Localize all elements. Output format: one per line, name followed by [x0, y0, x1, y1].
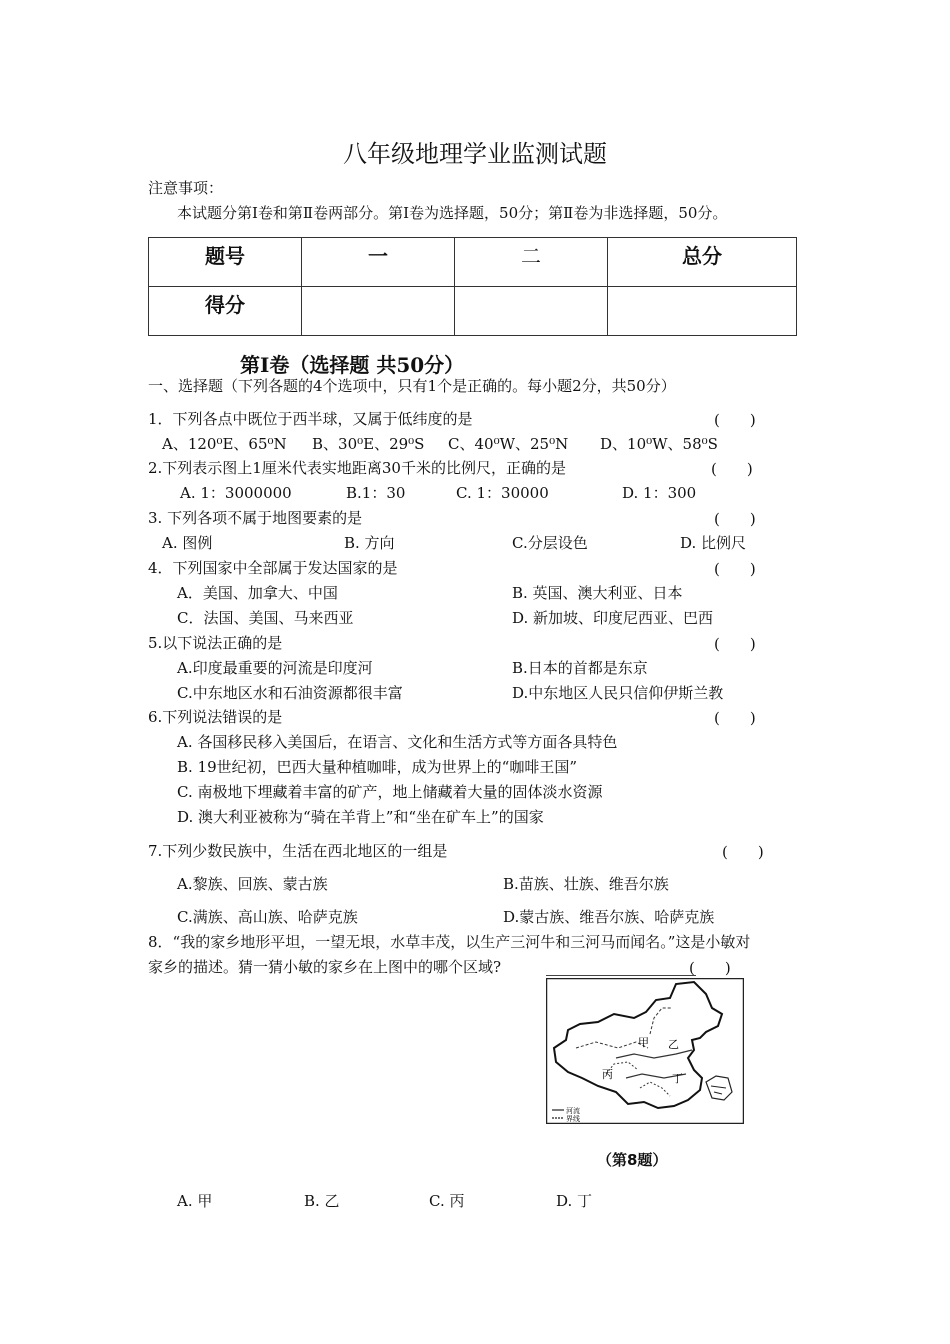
option: A．美国、加拿大、中国 [177, 584, 338, 602]
option: A. 各国移民移入美国后，在语言、文化和生活方式等方面各具特色 [177, 733, 618, 751]
score-header-cell: 题号 [149, 238, 302, 287]
answer-paren: ( ) [714, 510, 756, 528]
option: C. 南极地下埋藏着丰富的矿产，地上储藏着大量的固体淡水资源 [177, 783, 603, 801]
question-stem: 2.下列表示图上1厘米代表实地距离30千米的比例尺，正确的是 [148, 459, 566, 477]
option: B. 方向 [344, 534, 395, 552]
answer-paren: ( ) [714, 635, 756, 653]
underline [546, 975, 696, 976]
option: C.分层设色 [512, 534, 588, 552]
score-header-cell: 总分 [608, 238, 797, 287]
option: D、10⁰W、58⁰S [600, 435, 718, 453]
answer-paren: ( ) [714, 411, 756, 429]
score-row-label: 得分 [149, 287, 302, 336]
option: B. 英国、澳大利亚、日本 [512, 584, 683, 602]
option: C.满族、高山族、哈萨克族 [177, 908, 358, 926]
score-input-cell[interactable] [608, 287, 797, 336]
question-stem: 8．“我的家乡地形平坦，一望无垠，水草丰茂，以生产三河牛和三河马而闻名。”这是小敏对 [148, 933, 751, 951]
option: D. 澳大利亚被称为“骑在羊背上”和“坐在矿车上”的国家 [177, 808, 544, 826]
option: C. 丙 [429, 1192, 465, 1210]
option: D. 比例尺 [680, 534, 747, 552]
option: C. 1：30000 [456, 484, 549, 502]
answer-paren: ( ) [714, 560, 756, 578]
section-title: 第Ⅰ卷（选择题 共50分） [240, 353, 465, 377]
question-stem: 4．下列国家中全部属于发达国家的是 [148, 559, 398, 577]
option: B.苗族、壮族、维吾尔族 [503, 875, 669, 893]
page-title: 八年级地理学业监测试题 [343, 140, 607, 168]
score-input-cell[interactable] [302, 287, 455, 336]
option: A. 甲 [177, 1192, 213, 1210]
score-table [148, 237, 797, 336]
question-stem: 7.下列少数民族中，生活在西北地区的一组是 [148, 842, 448, 860]
section-instructions: 一、选择题（下列各题的4个选项中，只有1个是正确的。每小题2分，共50分） [148, 377, 676, 395]
option: C.中东地区水和石油资源都很丰富 [177, 684, 403, 702]
option: A. 1：3000000 [180, 484, 292, 502]
option: D.中东地区人民只信仰伊斯兰教 [512, 684, 724, 702]
question-stem: 家乡的描述。猜一猜小敏的家乡在上图中的哪个区域? [148, 958, 502, 976]
question-stem: 6.下列说法错误的是 [148, 708, 283, 726]
option: B、30⁰E、29⁰S [312, 435, 425, 453]
option: A.黎族、回族、蒙古族 [177, 875, 328, 893]
map-legend-river: 河流 [566, 1107, 580, 1115]
option: A. 图例 [162, 534, 213, 552]
answer-paren: ( ) [722, 843, 764, 861]
option: D. 丁 [556, 1192, 593, 1210]
notice-body: 本试题分第Ⅰ卷和第Ⅱ卷两部分。第Ⅰ卷为选择题，50分；第Ⅱ卷为非选择题，50分。 [177, 204, 728, 222]
score-header-cell: 二 [455, 238, 608, 287]
answer-paren: ( ) [714, 709, 756, 727]
map-label-bing: 丙 [602, 1068, 613, 1081]
map-label-jia: 甲 [638, 1036, 649, 1049]
answer-paren: ( ) [689, 959, 731, 977]
option: B. 乙 [304, 1192, 340, 1210]
map-caption: （第8题） [597, 1151, 668, 1169]
score-input-cell[interactable] [455, 287, 608, 336]
notice-heading: 注意事项： [148, 179, 224, 197]
answer-paren: ( ) [711, 460, 753, 478]
option: B.1：30 [346, 484, 406, 502]
option: D. 1：300 [622, 484, 697, 502]
option: A、120⁰E、65⁰N [162, 435, 287, 453]
question-stem: 3. 下列各项不属于地图要素的是 [148, 509, 363, 527]
option: C．法国、美国、马来西亚 [177, 609, 354, 627]
option: A.印度最重要的河流是印度河 [177, 659, 373, 677]
option: D.蒙古族、维吾尔族、哈萨克族 [503, 908, 715, 926]
option: D. 新加坡、印度尼西亚、巴西 [512, 609, 714, 627]
option: B.日本的首都是东京 [512, 659, 648, 677]
map-label-yi: 乙 [668, 1038, 679, 1051]
option: C、40⁰W、25⁰N [448, 435, 569, 453]
map-label-ding: 丁 [672, 1072, 683, 1085]
score-header-cell: 一 [302, 238, 455, 287]
china-map [546, 978, 744, 1124]
map-legend-border: 界线 [566, 1115, 580, 1123]
option: B. 19世纪初，巴西大量种植咖啡，成为世界上的“咖啡王国” [177, 758, 577, 776]
question-stem: 5.以下说法正确的是 [148, 634, 283, 652]
question-stem: 1．下列各点中既位于西半球，又属于低纬度的是 [148, 410, 473, 428]
